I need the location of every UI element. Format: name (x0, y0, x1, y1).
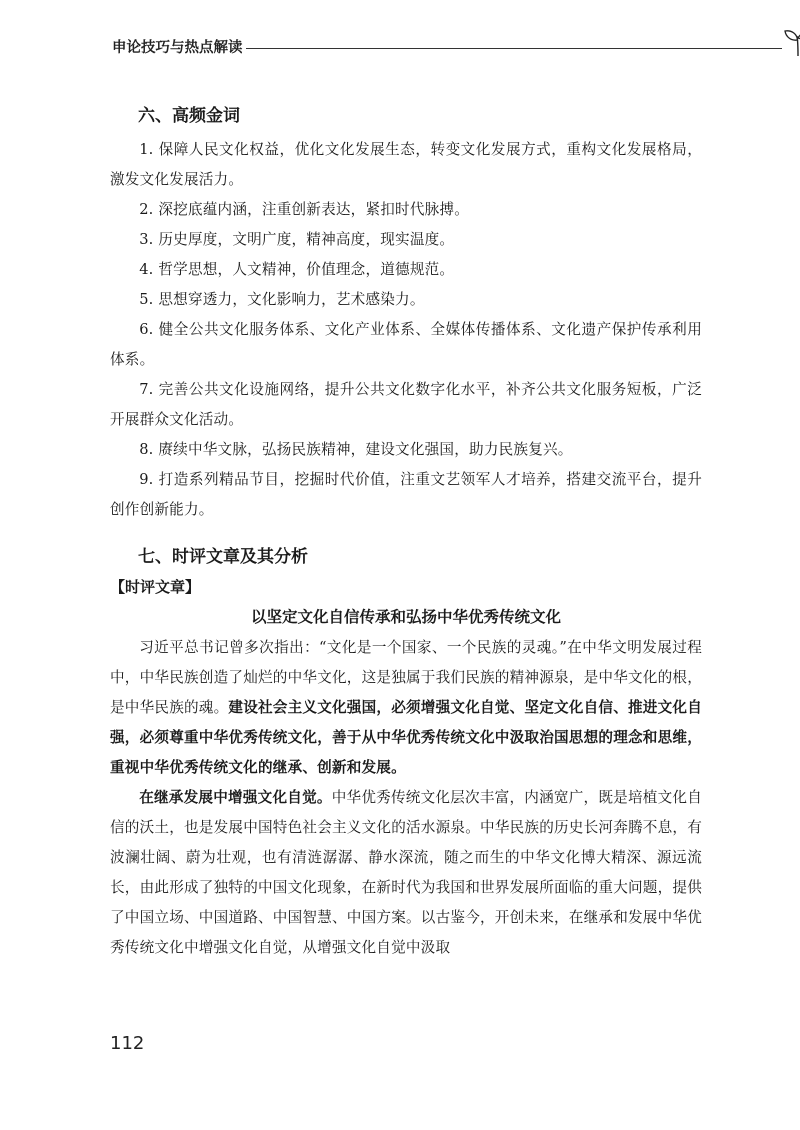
article-paragraph-1 (110, 633, 702, 783)
article-paragraph-2 (110, 783, 702, 963)
list-item: 8. 赓续中华文脉，弘扬民族精神，建设文化强国，助力民族复兴。 (139, 441, 573, 458)
list-item: 5. 思想穿透力，文化影响力，艺术感染力。 (139, 291, 425, 308)
paragraph-emphasis: 建设社会主义文化强国，必须增强文化自觉、坚定文化自信、推进文化自强，必须尊重中华优秀传统文化，善于从中华优秀传统文化中汲取治国思想的理念和思维，重视中华优秀传统文化的继承、创新和发展。 (110, 699, 702, 776)
article-title: 以坚定文化自信传承和弘扬中华优秀传统文化 (250, 608, 561, 626)
page-content (110, 104, 702, 963)
list-item: 3. 历史厚度，文明广度，精神高度，现实温度。 (139, 231, 455, 248)
list-item: 2. 深挖底蕴内涵，注重创新表达，紧扣时代脉搏。 (139, 201, 470, 218)
list-item: 4. 哲学思想，人文精神，价值理念，道德规范。 (139, 261, 455, 278)
sprout-icon (782, 28, 800, 58)
list-item: 1. 保障人民文化权益，优化文化发展生态，转变文化发展方式，重构文化发展格局，激发文化发展活力。 (110, 141, 702, 188)
article-tag: 【时评文章】 (110, 578, 201, 596)
page-number: 112 (110, 1033, 145, 1054)
list-item: 9. 打造系列精品节目，挖掘时代价值，注重文艺领军人才培养，搭建交流平台，提升创作创新能力。 (110, 471, 702, 518)
paragraph-text: 习近平总书记曾多次指出：“文化是一个国家、一个民族的灵魂。”在中华文明发展过程中，中华民族创造了灿烂的中华文化，这是独属于我们民族的精神源泉，是中华文化的根，是中华民族的魂。 (110, 639, 702, 716)
list-item: 6. 健全公共文化服务体系、文化产业体系、全媒体传播体系、文化遗产保护传承利用体系。 (110, 321, 702, 368)
list-item: 7. 完善公共文化设施网络，提升公共文化数字化水平，补齐公共文化服务短板，广泛开展群众文化活动。 (110, 381, 702, 428)
paragraph-topic-sentence: 在继承发展中增强文化自觉。 (139, 789, 332, 806)
book-title: 申论技巧与热点解读 (112, 40, 243, 56)
section-heading-commentary: 七、时评文章及其分析 (138, 547, 308, 567)
section-heading-high-frequency-words: 六、高频金词 (138, 106, 240, 126)
header-rule (246, 48, 782, 49)
running-header (112, 34, 702, 58)
paragraph-text: 中华优秀传统文化层次丰富，内涵宽广，既是培植文化自信的沃土，也是发展中国特色社会主义文化的活水源泉。中华民族的历史长河奔腾不息，有波澜壮阔、蔚为壮观，也有清涟潺潺、静水深流，随之而生的中华文化博大精深、源远流长，由此形成了独特的中国文化现象，在新时代为我国和世界发展所面临的重大问题，提供了中国立场、中国道路、中国智慧、中国方案。以古鉴今，开创未来，在继承和发展中华优秀传统文化中增强文化自觉，从增强文化自觉中汲取 (110, 789, 702, 956)
